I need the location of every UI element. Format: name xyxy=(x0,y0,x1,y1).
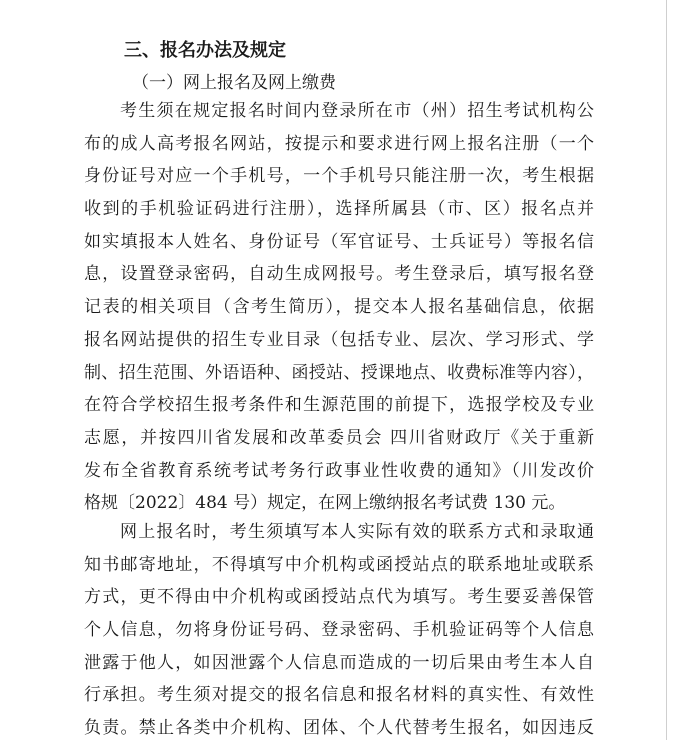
text-line: 收到的手机验证码进行注册），选择所属县（市、区）报名点并 xyxy=(84,199,594,220)
text-line: 发布全省教育系统考试考务行政事业性收费的通知》（川发改价 xyxy=(84,460,594,481)
text-line: 身份证号对应一个手机号，一个手机号只能注册一次，考生根据 xyxy=(84,166,594,187)
page-edge-divider xyxy=(666,0,667,740)
text-line: 格规〔2022〕484 号）规定，在网上缴纳报名考试费 130 元。 xyxy=(84,493,566,514)
text-line: 网上报名时，考生须填写本人实际有效的联系方式和录取通 xyxy=(120,522,594,542)
text-line: 记表的相关项目（含考生简历），提交本人报名基础信息，依据 xyxy=(84,297,594,318)
paragraph-contact-info xyxy=(84,516,594,745)
text-line: 息，设置登录密码，自动生成网报号。考生登录后，填写报名登 xyxy=(84,264,594,285)
text-line: 知书邮寄地址，不得填写中介机构或函授站点的联系地址或联系 xyxy=(84,554,594,575)
text-line: 考生须在规定报名时间内登录所在市（州）招生考试机构公 xyxy=(120,101,594,121)
text-line: 负责。禁止各类中介机构、团体、个人代替考生报名，如因违反 xyxy=(84,718,594,739)
text-line: 制、招生范围、外语语种、函授站、授课地点、收费标准等内容）， xyxy=(84,362,594,383)
text-line: 志愿，并按四川省发展和改革委员会 四川省财政厅《关于重新 xyxy=(84,427,594,448)
text-line: 泄露于他人，如因泄露个人信息而造成的一切后果由考生本人自 xyxy=(84,652,594,673)
text-line: 如实填报本人姓名、身份证号（军官证号、士兵证号）等报名信 xyxy=(84,231,594,252)
text-line: 方式，更不得由中介机构或函授站点代为填写。考生要妥善保管 xyxy=(84,587,594,608)
subsection-heading: （一）网上报名及网上缴费 xyxy=(132,73,336,93)
paragraph-online-registration xyxy=(84,95,594,520)
text-line: 布的成人高考报名网站，按提示和要求进行网上报名注册（一个 xyxy=(84,133,594,154)
section-heading: 三、报名办法及规定 xyxy=(124,40,286,61)
text-line: 在符合学校招生报考条件和生源范围的前提下，选报学校及专业 xyxy=(84,395,594,416)
text-line: 报名网站提供的招生专业目录（包括专业、层次、学习形式、学 xyxy=(84,329,594,350)
text-line: 个人信息，勿将身份证号码、登录密码、手机验证码等个人信息 xyxy=(84,620,594,641)
text-line: 行承担。考生须对提交的报名信息和报名材料的真实性、有效性 xyxy=(84,685,594,706)
